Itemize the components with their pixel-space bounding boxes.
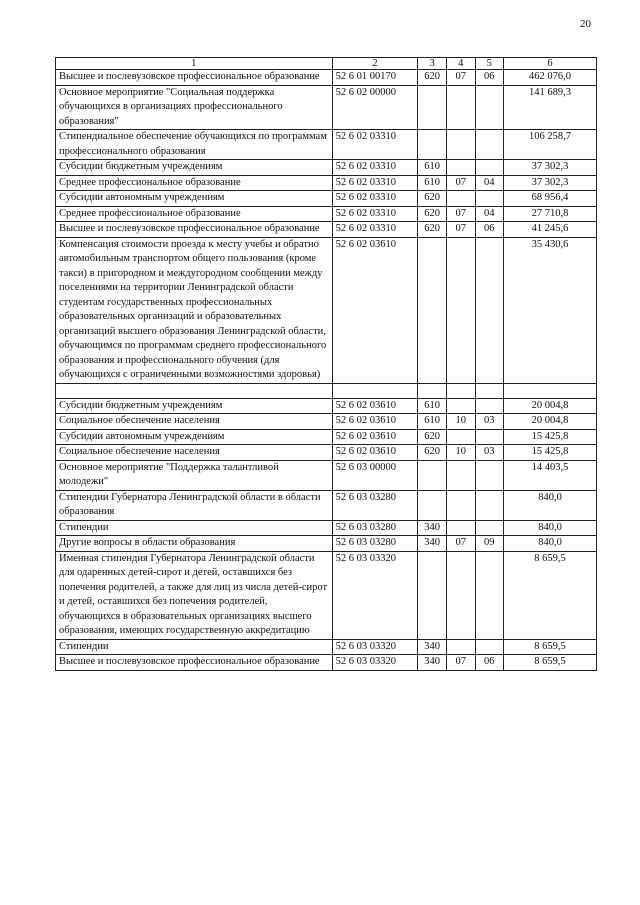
row-name-cell: Среднее профессиональное образование [56, 175, 333, 191]
row-col3-cell: 620 [418, 222, 447, 238]
row-col4-cell [446, 191, 475, 207]
row-code-cell: 52 6 02 03610 [332, 237, 418, 383]
header-col-3: 3 [418, 58, 447, 70]
row-col3-cell: 610 [418, 175, 447, 191]
spacer-cell [56, 383, 333, 398]
row-col5-cell: 06 [475, 70, 504, 86]
row-name-cell: Социальное обеспечение населения [56, 445, 333, 461]
row-col3-cell: 620 [418, 70, 447, 86]
row-col3-cell [418, 237, 447, 383]
row-code-cell: 52 6 02 03310 [332, 222, 418, 238]
row-col3-cell [418, 490, 447, 520]
budget-table [55, 57, 597, 671]
row-name-cell: Другие вопросы в области образования [56, 536, 333, 552]
row-col3-cell [418, 460, 447, 490]
row-sum-cell: 37 302,3 [504, 160, 597, 176]
row-code-cell: 52 6 02 03310 [332, 206, 418, 222]
row-col4-cell [446, 520, 475, 536]
row-col5-cell: 03 [475, 445, 504, 461]
row-code-cell: 52 6 03 03280 [332, 490, 418, 520]
row-col3-cell: 620 [418, 445, 447, 461]
row-code-cell: 52 6 03 03280 [332, 520, 418, 536]
table-row [56, 191, 597, 207]
row-sum-cell: 840,0 [504, 490, 597, 520]
header-col-4: 4 [446, 58, 475, 70]
row-col4-cell: 07 [446, 206, 475, 222]
table-row [56, 130, 597, 160]
row-sum-cell: 106 258,7 [504, 130, 597, 160]
row-name-cell: Высшее и послевузовское профессиональное образование [56, 70, 333, 86]
table-row [56, 237, 597, 383]
table-row [56, 655, 597, 671]
row-code-cell: 52 6 02 03310 [332, 160, 418, 176]
row-sum-cell: 141 689,3 [504, 85, 597, 130]
row-name-cell: Субсидии бюджетным учреждениям [56, 160, 333, 176]
row-sum-cell: 462 076,0 [504, 70, 597, 86]
page-number: 20 [580, 18, 591, 30]
row-sum-cell: 15 425,8 [504, 429, 597, 445]
row-col4-cell: 07 [446, 222, 475, 238]
row-col4-cell [446, 160, 475, 176]
row-col3-cell: 340 [418, 520, 447, 536]
table-row [56, 175, 597, 191]
row-name-cell: Высшее и послевузовское профессиональное образование [56, 222, 333, 238]
row-name-cell: Высшее и послевузовское профессиональное образование [56, 655, 333, 671]
row-col3-cell [418, 130, 447, 160]
row-col5-cell [475, 191, 504, 207]
row-sum-cell: 840,0 [504, 520, 597, 536]
table-row [56, 70, 597, 86]
row-code-cell: 52 6 02 03310 [332, 191, 418, 207]
row-col5-cell: 06 [475, 222, 504, 238]
row-sum-cell: 20 004,8 [504, 414, 597, 430]
table-row [56, 639, 597, 655]
row-col5-cell [475, 398, 504, 414]
table-row [56, 536, 597, 552]
row-name-cell: Основное мероприятие "Социальная поддержка обучающихся в организациях профессионального образования" [56, 85, 333, 130]
row-code-cell: 52 6 03 03320 [332, 639, 418, 655]
row-name-cell: Стипендии Губернатора Ленинградской области в области образования [56, 490, 333, 520]
row-name-cell: Основное мероприятие "Поддержка талантливой молодежи" [56, 460, 333, 490]
table-row [56, 414, 597, 430]
row-name-cell: Компенсация стоимости проезда к месту учебы и обратно автомобильным транспортом общего пользования (кроме такси) в пригородном и междугородном сообщении между поселениями на территории Ленинградской области студентам государственных профессиональных образовательных организаций и образовательных организаций высшего образования Ленинградской области, обучающимся по программам среднего профессионального образования и профессионального обучения (для обучающихся с ограниченными возможностями здоровья) [56, 237, 333, 383]
row-col5-cell [475, 551, 504, 639]
row-col3-cell: 620 [418, 429, 447, 445]
table-header-row [56, 58, 597, 70]
row-col4-cell: 07 [446, 175, 475, 191]
row-col5-cell: 04 [475, 206, 504, 222]
row-code-cell: 52 6 02 03610 [332, 398, 418, 414]
row-code-cell: 52 6 02 03310 [332, 175, 418, 191]
row-col5-cell: 04 [475, 175, 504, 191]
row-col5-cell [475, 460, 504, 490]
row-code-cell: 52 6 03 03320 [332, 655, 418, 671]
table-row [56, 222, 597, 238]
row-col4-cell [446, 551, 475, 639]
spacer-cell [504, 383, 597, 398]
row-col3-cell: 610 [418, 398, 447, 414]
row-col3-cell: 610 [418, 160, 447, 176]
row-col3-cell [418, 551, 447, 639]
row-col5-cell [475, 520, 504, 536]
table-row [56, 445, 597, 461]
row-sum-cell: 35 430,6 [504, 237, 597, 383]
row-sum-cell: 41 245,6 [504, 222, 597, 238]
row-sum-cell: 27 710,8 [504, 206, 597, 222]
row-col4-cell [446, 490, 475, 520]
table-row [56, 206, 597, 222]
row-col5-cell [475, 85, 504, 130]
row-code-cell: 52 6 03 03320 [332, 551, 418, 639]
row-col3-cell: 340 [418, 655, 447, 671]
row-code-cell: 52 6 02 03610 [332, 414, 418, 430]
table-row [56, 398, 597, 414]
row-code-cell: 52 6 02 03310 [332, 130, 418, 160]
row-code-cell: 52 6 01 00170 [332, 70, 418, 86]
row-code-cell: 52 6 03 03280 [332, 536, 418, 552]
row-col5-cell: 06 [475, 655, 504, 671]
row-name-cell: Субсидии бюджетным учреждениям [56, 398, 333, 414]
row-sum-cell: 68 956,4 [504, 191, 597, 207]
row-col4-cell [446, 398, 475, 414]
spacer-cell [446, 383, 475, 398]
row-col4-cell [446, 237, 475, 383]
row-col4-cell [446, 429, 475, 445]
table-row [56, 460, 597, 490]
row-col5-cell: 03 [475, 414, 504, 430]
row-col5-cell [475, 237, 504, 383]
row-col3-cell [418, 85, 447, 130]
row-name-cell: Стипендии [56, 520, 333, 536]
table-row [56, 85, 597, 130]
row-col4-cell: 07 [446, 70, 475, 86]
row-name-cell: Стипендиальное обеспечение обучающихся по программам профессионального образования [56, 130, 333, 160]
row-sum-cell: 8 659,5 [504, 551, 597, 639]
table-row [56, 429, 597, 445]
table-row [56, 160, 597, 176]
header-col-6: 6 [504, 58, 597, 70]
row-sum-cell: 37 302,3 [504, 175, 597, 191]
row-col4-cell [446, 639, 475, 655]
row-col5-cell [475, 490, 504, 520]
row-sum-cell: 20 004,8 [504, 398, 597, 414]
row-col3-cell: 620 [418, 206, 447, 222]
row-col4-cell: 10 [446, 414, 475, 430]
row-col5-cell: 09 [475, 536, 504, 552]
row-sum-cell: 14 403,5 [504, 460, 597, 490]
table-row-spacer [56, 383, 597, 398]
row-col3-cell: 340 [418, 536, 447, 552]
row-col4-cell [446, 460, 475, 490]
table-row [56, 490, 597, 520]
row-sum-cell: 8 659,5 [504, 639, 597, 655]
spacer-cell [332, 383, 418, 398]
row-code-cell: 52 6 03 00000 [332, 460, 418, 490]
row-name-cell: Именная стипендия Губернатора Ленинградской области для одаренных детей-сирот и детей, оставшихся без попечения родителей, а также для лиц из числа детей-сирот и детей, оставшихся без попечения родителей, обучающихся в образовательных организациях высшего образования, имеющих государственную аккредитацию [56, 551, 333, 639]
row-code-cell: 52 6 02 00000 [332, 85, 418, 130]
row-sum-cell: 15 425,8 [504, 445, 597, 461]
row-sum-cell: 8 659,5 [504, 655, 597, 671]
row-col4-cell [446, 85, 475, 130]
table-row [56, 551, 597, 639]
row-col4-cell [446, 130, 475, 160]
row-col5-cell [475, 130, 504, 160]
row-col5-cell [475, 429, 504, 445]
row-code-cell: 52 6 02 03610 [332, 429, 418, 445]
row-col4-cell: 07 [446, 655, 475, 671]
row-col3-cell: 610 [418, 414, 447, 430]
row-name-cell: Среднее профессиональное образование [56, 206, 333, 222]
header-col-5: 5 [475, 58, 504, 70]
spacer-cell [475, 383, 504, 398]
spacer-cell [418, 383, 447, 398]
row-col3-cell: 620 [418, 191, 447, 207]
row-name-cell: Социальное обеспечение населения [56, 414, 333, 430]
row-code-cell: 52 6 02 03610 [332, 445, 418, 461]
row-name-cell: Субсидии автономным учреждениям [56, 191, 333, 207]
row-name-cell: Субсидии автономным учреждениям [56, 429, 333, 445]
header-col-2: 2 [332, 58, 418, 70]
row-col3-cell: 340 [418, 639, 447, 655]
row-col5-cell [475, 160, 504, 176]
row-name-cell: Стипендии [56, 639, 333, 655]
row-sum-cell: 840,0 [504, 536, 597, 552]
header-col-1: 1 [56, 58, 333, 70]
table-row [56, 520, 597, 536]
row-col4-cell: 07 [446, 536, 475, 552]
row-col5-cell [475, 639, 504, 655]
row-col4-cell: 10 [446, 445, 475, 461]
